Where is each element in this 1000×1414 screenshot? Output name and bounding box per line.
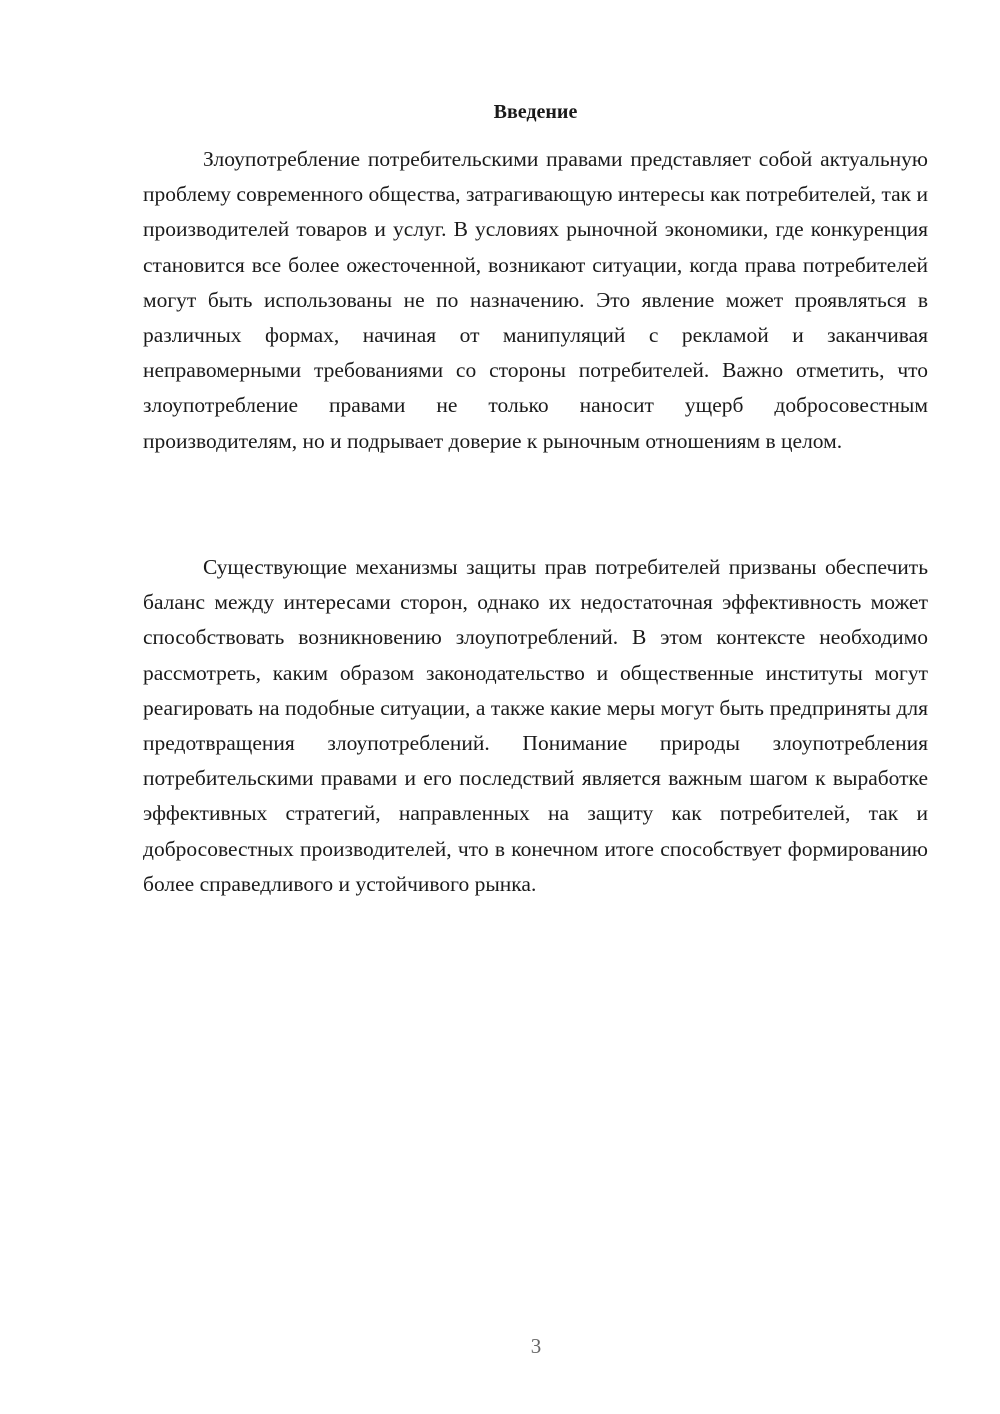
body-paragraph-2: Существующие механизмы защиты прав потребителей призваны обеспечить баланс между интересами сторон, однако их недостаточная эффективность может способствовать возникновению злоупотреблений. В этом контексте необходимо рассмотреть, каким образом законодательство и общественные институты могут реагировать на подобные ситуации, а также какие меры могут быть предприняты для предотвращения злоупотреблений. Понимание природы злоупотребления потребительскими правами и его последствий является важным шагом к выработке эффективных стратегий, направленных на защиту как потребителей, так и добросовестных производителей, что в конечном итоге способствует формированию более справедливого и устойчивого рынка.: [143, 555, 928, 896]
page-number: 3: [530, 1334, 542, 1358]
body-paragraph-1: Злоупотребление потребительскими правами представляет собой актуальную проблему современного общества, затрагивающую интересы как потребителей, так и производителей товаров и услуг. В условиях рыночной экономики, где конкуренция становится все более ожесточенной, возникают ситуации, когда права потребителей могут быть использованы не по назначению. Это явление может проявляться в различных формах, начиная от манипуляций с рекламой и заканчивая неправомерными требованиями со стороны потребителей. Важно отметить, что злоупотребление правами не только наносит ущерб добросовестным производителям, но и подрывает доверие к рыночным отношениям в целом.: [143, 147, 928, 453]
page-title: Введение: [493, 101, 578, 123]
